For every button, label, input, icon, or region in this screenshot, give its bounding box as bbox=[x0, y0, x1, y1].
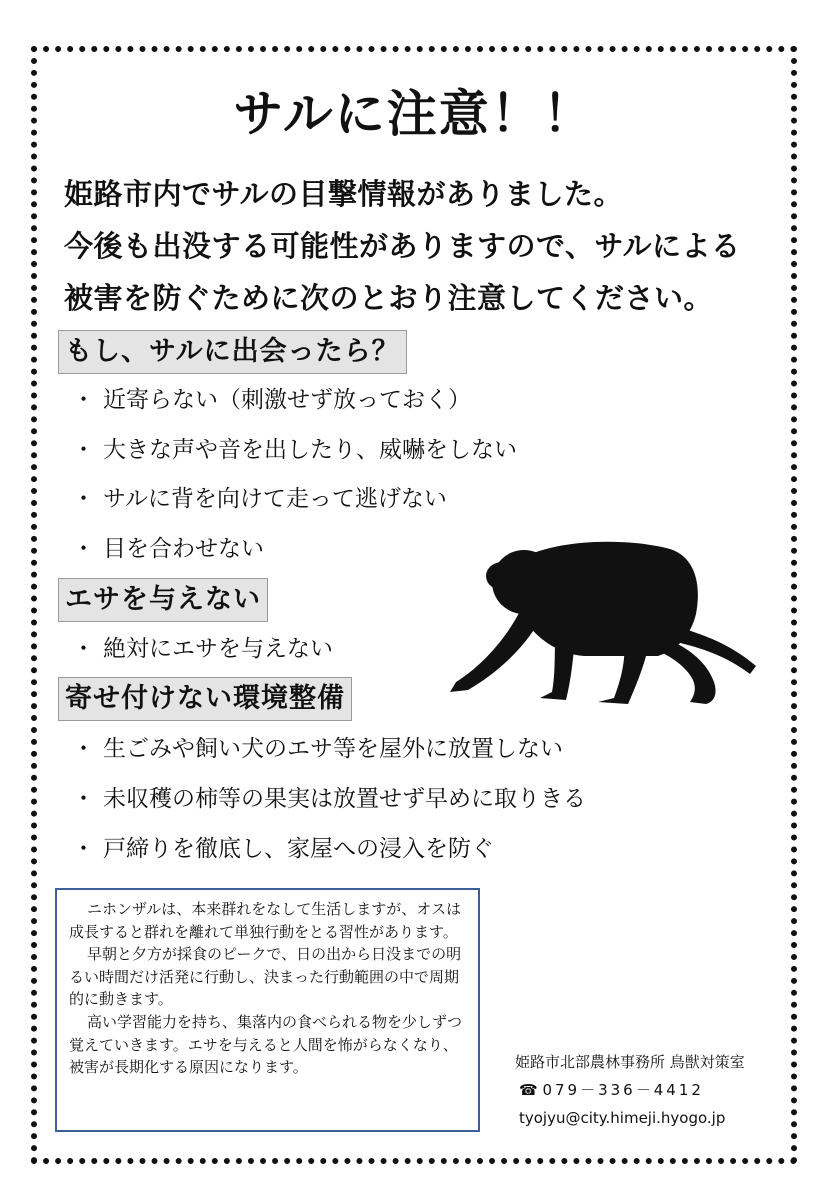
contact-email: tyojyu@city.himeji.hyogo.jp bbox=[519, 1109, 726, 1127]
info-box bbox=[55, 888, 480, 1132]
intro-line: 今後も出没する可能性がありますので、サルによる bbox=[64, 229, 741, 263]
list-item-text: サルに背を向けて走って逃げない bbox=[103, 486, 447, 512]
bullet-mark: ・ bbox=[72, 636, 95, 662]
section-heading-no-feeding: エサを与えない bbox=[58, 578, 268, 622]
bullet-mark: ・ bbox=[72, 736, 95, 762]
list-item bbox=[72, 832, 494, 866]
bullet-mark: ・ bbox=[72, 437, 95, 463]
list-item bbox=[72, 632, 333, 666]
page-title: サルに注意！！ bbox=[233, 85, 595, 143]
contact-block bbox=[515, 1048, 745, 1132]
section-heading-encounter: もし、サルに出会ったら？ bbox=[58, 330, 407, 374]
intro-text bbox=[64, 168, 804, 324]
list-item bbox=[72, 482, 447, 516]
monkey-silhouette-icon bbox=[444, 532, 764, 712]
list-item-text: 目を合わせない bbox=[103, 536, 264, 562]
bullet-mark: ・ bbox=[72, 387, 95, 413]
list-item-text: 戸締りを徹底し、家屋への浸入を防ぐ bbox=[103, 836, 494, 862]
list-item bbox=[72, 383, 471, 417]
bullet-mark: ・ bbox=[72, 536, 95, 562]
contact-phone: 079－336－4412 bbox=[542, 1081, 704, 1099]
list-item bbox=[72, 532, 264, 566]
list-item-text: 大きな声や音を出したり、威嚇をしない bbox=[103, 437, 517, 463]
list-item-text: 近寄らない（刺激せず放っておく） bbox=[103, 387, 471, 413]
list-item bbox=[72, 782, 586, 816]
list-item-text: 生ごみや飼い犬のエサ等を屋外に放置しない bbox=[103, 736, 563, 762]
section-heading-environment: 寄せ付けない環境整備 bbox=[58, 677, 352, 721]
phone-icon: ☎ bbox=[519, 1081, 538, 1099]
list-item-text: 絶対にエサを与えない bbox=[103, 636, 333, 662]
info-paragraph: 早朝と夕方が採食のピークで、日の出から日没までの明るい時間だけ活発に行動し、決まった行動範囲の中で周期的に動きます。 bbox=[69, 945, 462, 1009]
bullet-mark: ・ bbox=[72, 786, 95, 812]
contact-phone-row bbox=[515, 1076, 745, 1104]
list-item-text: 未収穫の柿等の果実は放置せず早めに取りきる bbox=[103, 786, 586, 812]
info-paragraph: 高い学習能力を持ち、集落内の食べられる物を少しずつ覚えていきます。エサを与えると人間を怖がらなくなり、被害が長期化する原因になります。 bbox=[69, 1012, 463, 1077]
intro-line: 被害を防ぐために次のとおり注意してください。 bbox=[64, 281, 714, 315]
contact-office: 姫路市北部農林事務所 鳥獣対策室 bbox=[515, 1053, 745, 1071]
list-item bbox=[72, 433, 517, 467]
list-item bbox=[72, 732, 563, 766]
bullet-mark: ・ bbox=[72, 486, 95, 512]
intro-line: 姫路市内でサルの目撃情報がありました。 bbox=[64, 177, 624, 211]
info-paragraph: ニホンザルは、本来群れをなして生活しますが、オスは成長すると群れを離れて単独行動をとる習性があります。 bbox=[69, 900, 462, 941]
bullet-mark: ・ bbox=[72, 836, 95, 862]
